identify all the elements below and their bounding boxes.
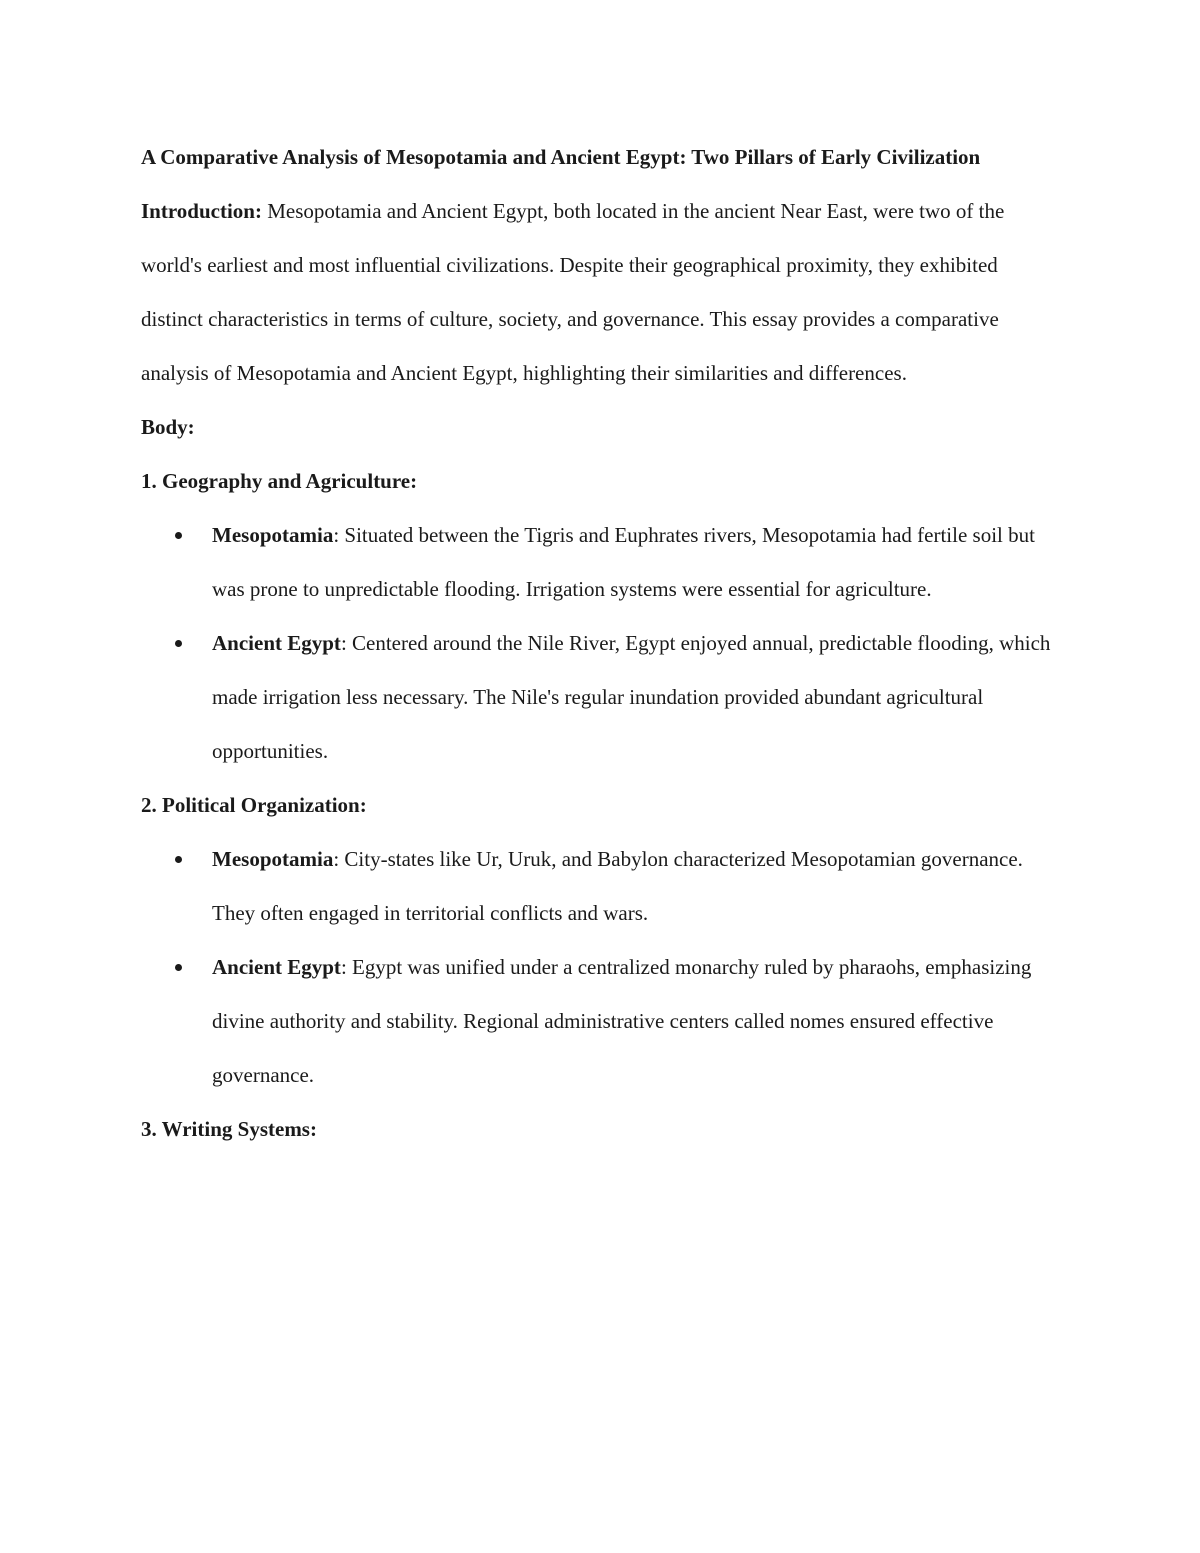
section-heading-political: 2. Political Organization:: [141, 793, 367, 817]
section-heading-writing: 3. Writing Systems:: [141, 1117, 317, 1141]
section-list-political: [141, 832, 1061, 1102]
introduction-text: Mesopotamia and Ancient Egypt, both located in the ancient Near East, were two of the world's earliest and most influential civilizations. Despite their geographical proximity, they exhibited distinct characteristics in terms of culture, society, and governance. This essay provides a comparative analysis of Mesopotamia and Ancient Egypt, highlighting their similarities and differences.: [141, 199, 1005, 385]
list-item: [141, 832, 1061, 940]
list-item-term: Ancient Egypt: [212, 631, 341, 655]
list-item: [141, 508, 1061, 616]
bullet-icon: [175, 964, 182, 971]
section-list-geography: [141, 508, 1061, 778]
body-label: Body:: [141, 415, 195, 439]
list-item-text: : Centered around the Nile River, Egypt enjoyed annual, predictable flooding, which made irrigation less necessary. The Nile's regular inundation provided abundant agricultural opportunities.: [212, 631, 1051, 763]
introduction-paragraph: [141, 184, 1061, 400]
bullet-icon: [175, 532, 182, 539]
list-item-text: : Situated between the Tigris and Euphrates rivers, Mesopotamia had fertile soil but was prone to unpredictable flooding. Irrigation systems were essential for agriculture.: [212, 523, 1035, 601]
list-item: [141, 616, 1061, 778]
introduction-label: Introduction:: [141, 199, 262, 223]
bullet-icon: [175, 640, 182, 647]
section-heading-geography: 1. Geography and Agriculture:: [141, 469, 418, 493]
document-content: [141, 130, 1061, 1156]
bullet-icon: [175, 856, 182, 863]
list-item-term: Mesopotamia: [212, 523, 334, 547]
list-item-text: : City-states like Ur, Uruk, and Babylon characterized Mesopotamian governance. They often engaged in territorial conflicts and wars.: [212, 847, 1023, 925]
list-item-text: : Egypt was unified under a centralized monarchy ruled by pharaohs, emphasizing divine authority and stability. Regional administrative centers called nomes ensured effective governance.: [212, 955, 1032, 1087]
list-item-term: Mesopotamia: [212, 847, 334, 871]
list-item: [141, 940, 1061, 1102]
document-title: A Comparative Analysis of Mesopotamia and Ancient Egypt: Two Pillars of Early Civilization: [141, 145, 981, 169]
list-item-term: Ancient Egypt: [212, 955, 341, 979]
